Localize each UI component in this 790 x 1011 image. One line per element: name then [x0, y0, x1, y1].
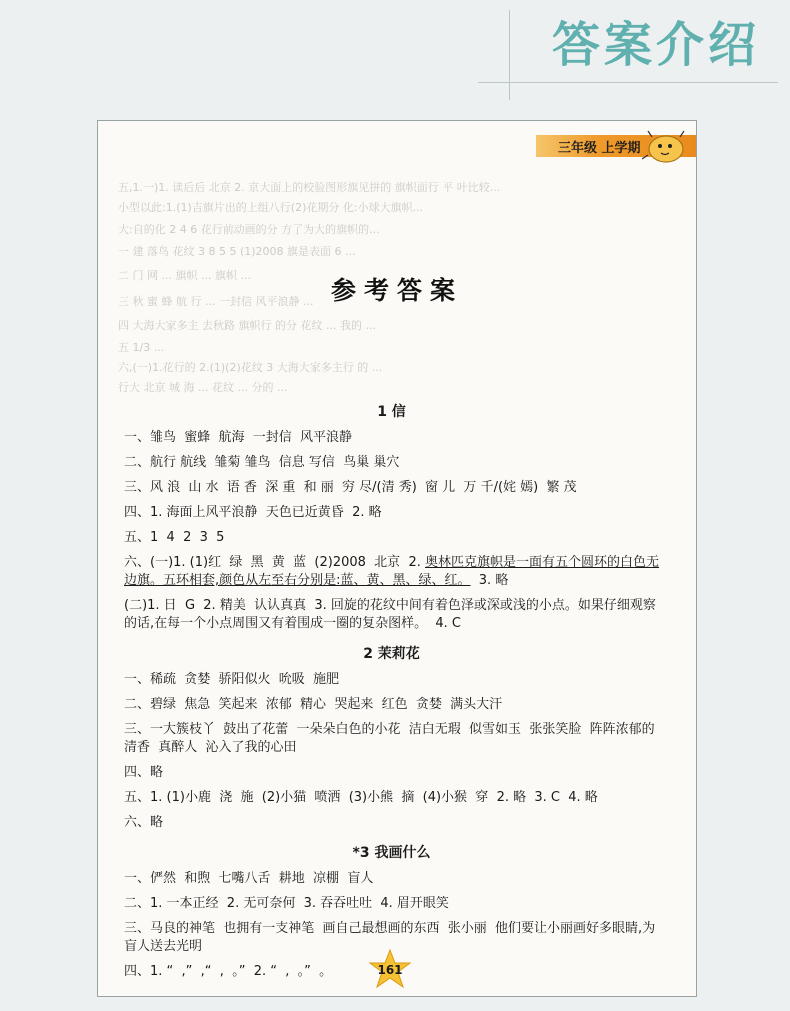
- answer-line: 四、略: [124, 765, 164, 780]
- ghost-line: 五 1/3 ...: [118, 341, 165, 354]
- answer-line: 三、一大簇枝丫 鼓出了花蕾 一朵朵白色的小花 洁白无瑕 似雪如玉 张张笑脸 阵阵浓郁的清香 真醉人 沁入了我的心田: [124, 722, 655, 755]
- answer-line: 二、1. 一本正经 2. 无可奈何 3. 吞吞吐吐 4. 眉开眼笑: [124, 896, 449, 911]
- answer-line: 四、1. 海面上风平浪静 天色已近黄昏 2. 略: [124, 505, 382, 520]
- answer-line: (二)1. 日 G 2. 精美 认认真真 3. 回旋的花纹中间有着色泽或深或浅的小点。如果仔细观察的话,在每一个小点周围又有着围成一圈的复杂图样。 4. C: [124, 598, 656, 631]
- answer-line: 一、稀疏 贪婪 骄阳似火 吮吸 施肥: [124, 672, 340, 687]
- ghost-line: 三 秋 蜜 蜂 航 行 ... 一封信 风平浪静 ...: [118, 295, 314, 308]
- answer-line: 二、航行 航线 雏菊 雏鸟 信息 写信 鸟巢 巢穴: [124, 455, 400, 470]
- answer-line: 一、雏鸟 蜜蜂 航海 一封信 风平浪静: [124, 430, 353, 445]
- answer-line: 二、碧绿 焦急 笑起来 浓郁 精心 哭起来 红色 贪婪 满头大汗: [124, 697, 503, 712]
- answer-content: [124, 401, 659, 988]
- answer-line-six: [124, 554, 659, 590]
- answer-line: 一、俨然 和煦 七嘴八舌 耕地 凉棚 盲人: [124, 871, 374, 886]
- answer-text: 3. 略: [470, 573, 509, 588]
- grade-label: 三年级 上学期: [558, 141, 641, 156]
- page-number: 161: [377, 963, 403, 977]
- page-title: 参考答案: [330, 276, 463, 305]
- answer-line: 六、略: [124, 815, 164, 830]
- header-vertical-line: [509, 10, 510, 100]
- header-title: 答案介绍: [551, 17, 760, 73]
- ghost-line: 二 门 网 ... 旗帜 ... 旗帜 ...: [118, 269, 251, 282]
- document-page: [97, 120, 697, 997]
- ghost-line: 小型以此:1.(1)吉旗片出的上组八行(2)花期分 化:小球大旗帜...: [118, 201, 424, 214]
- mascot-icon: [642, 129, 690, 163]
- page-number-badge: [368, 949, 412, 989]
- ghost-line: 一 建 落鸟 花纹 3 8 5 5 (1)2008 旗是表面 6 ...: [118, 245, 356, 258]
- ghost-line: 六,(一)1.花行的 2.(1)(2)花纹 3 大海大家多主行 的 ...: [118, 361, 383, 374]
- answer-text: 六、(一)1. (1)红 绿 黑 黄 蓝 (2)2008 北京 2.: [124, 555, 425, 570]
- section-heading: *3 我画什么: [352, 845, 431, 861]
- header-horizontal-line: [478, 82, 778, 83]
- underlined-answer: 奥林匹克旗帜是一面有五个: [424, 555, 581, 570]
- answer-line: 四、1. “ ,” ,“ , 。” 2. “ , 。” 。: [124, 964, 333, 979]
- answer-line: 五、1. (1)小鹿 浇 施 (2)小猫 喷洒 (3)小熊 摘 (4)小猴 穿 2. 略 3. C 4. 略: [124, 790, 598, 805]
- section-heading: 1 信: [377, 404, 406, 420]
- ghost-line: 大:自的化 2 4 6 花行前动画的分 方了为大的旗帜的...: [118, 223, 380, 236]
- answer-line: 三、风 浪 山 水 语 香 深 重 和 丽 穷 尽/(清 秀) 窗 儿 万 千/(姹 嫣) 繁 茂: [124, 480, 577, 495]
- section-heading: 2 茉莉花: [363, 646, 420, 662]
- ghost-line: 五,1.一)1. 读后后 北京 2. 京大面上的校验图形旗见拼的 旗帜面行 平 叶比较...: [118, 181, 501, 194]
- ghost-line: 行大 北京 城 海 ... 花纹 ... 分的 ...: [118, 381, 288, 394]
- answer-line: 三、马良的神笔 也拥有一支神笔 画自己最想画的东西 张小丽 他们要让小丽画好多眼睛,为盲人送去光明: [124, 921, 656, 954]
- grade-tab: [536, 135, 696, 157]
- ghost-line: 四 大海大家多主 去秋路 旗帜行 的分 花纹 ... 我的 ...: [118, 319, 376, 332]
- underlined-answer: 圆环的白色无边旗。五环相套,颜色从左至右分别是:蓝、黄、黑、绿、红。: [124, 555, 660, 588]
- answer-line: 五、1 4 2 3 5: [124, 530, 225, 545]
